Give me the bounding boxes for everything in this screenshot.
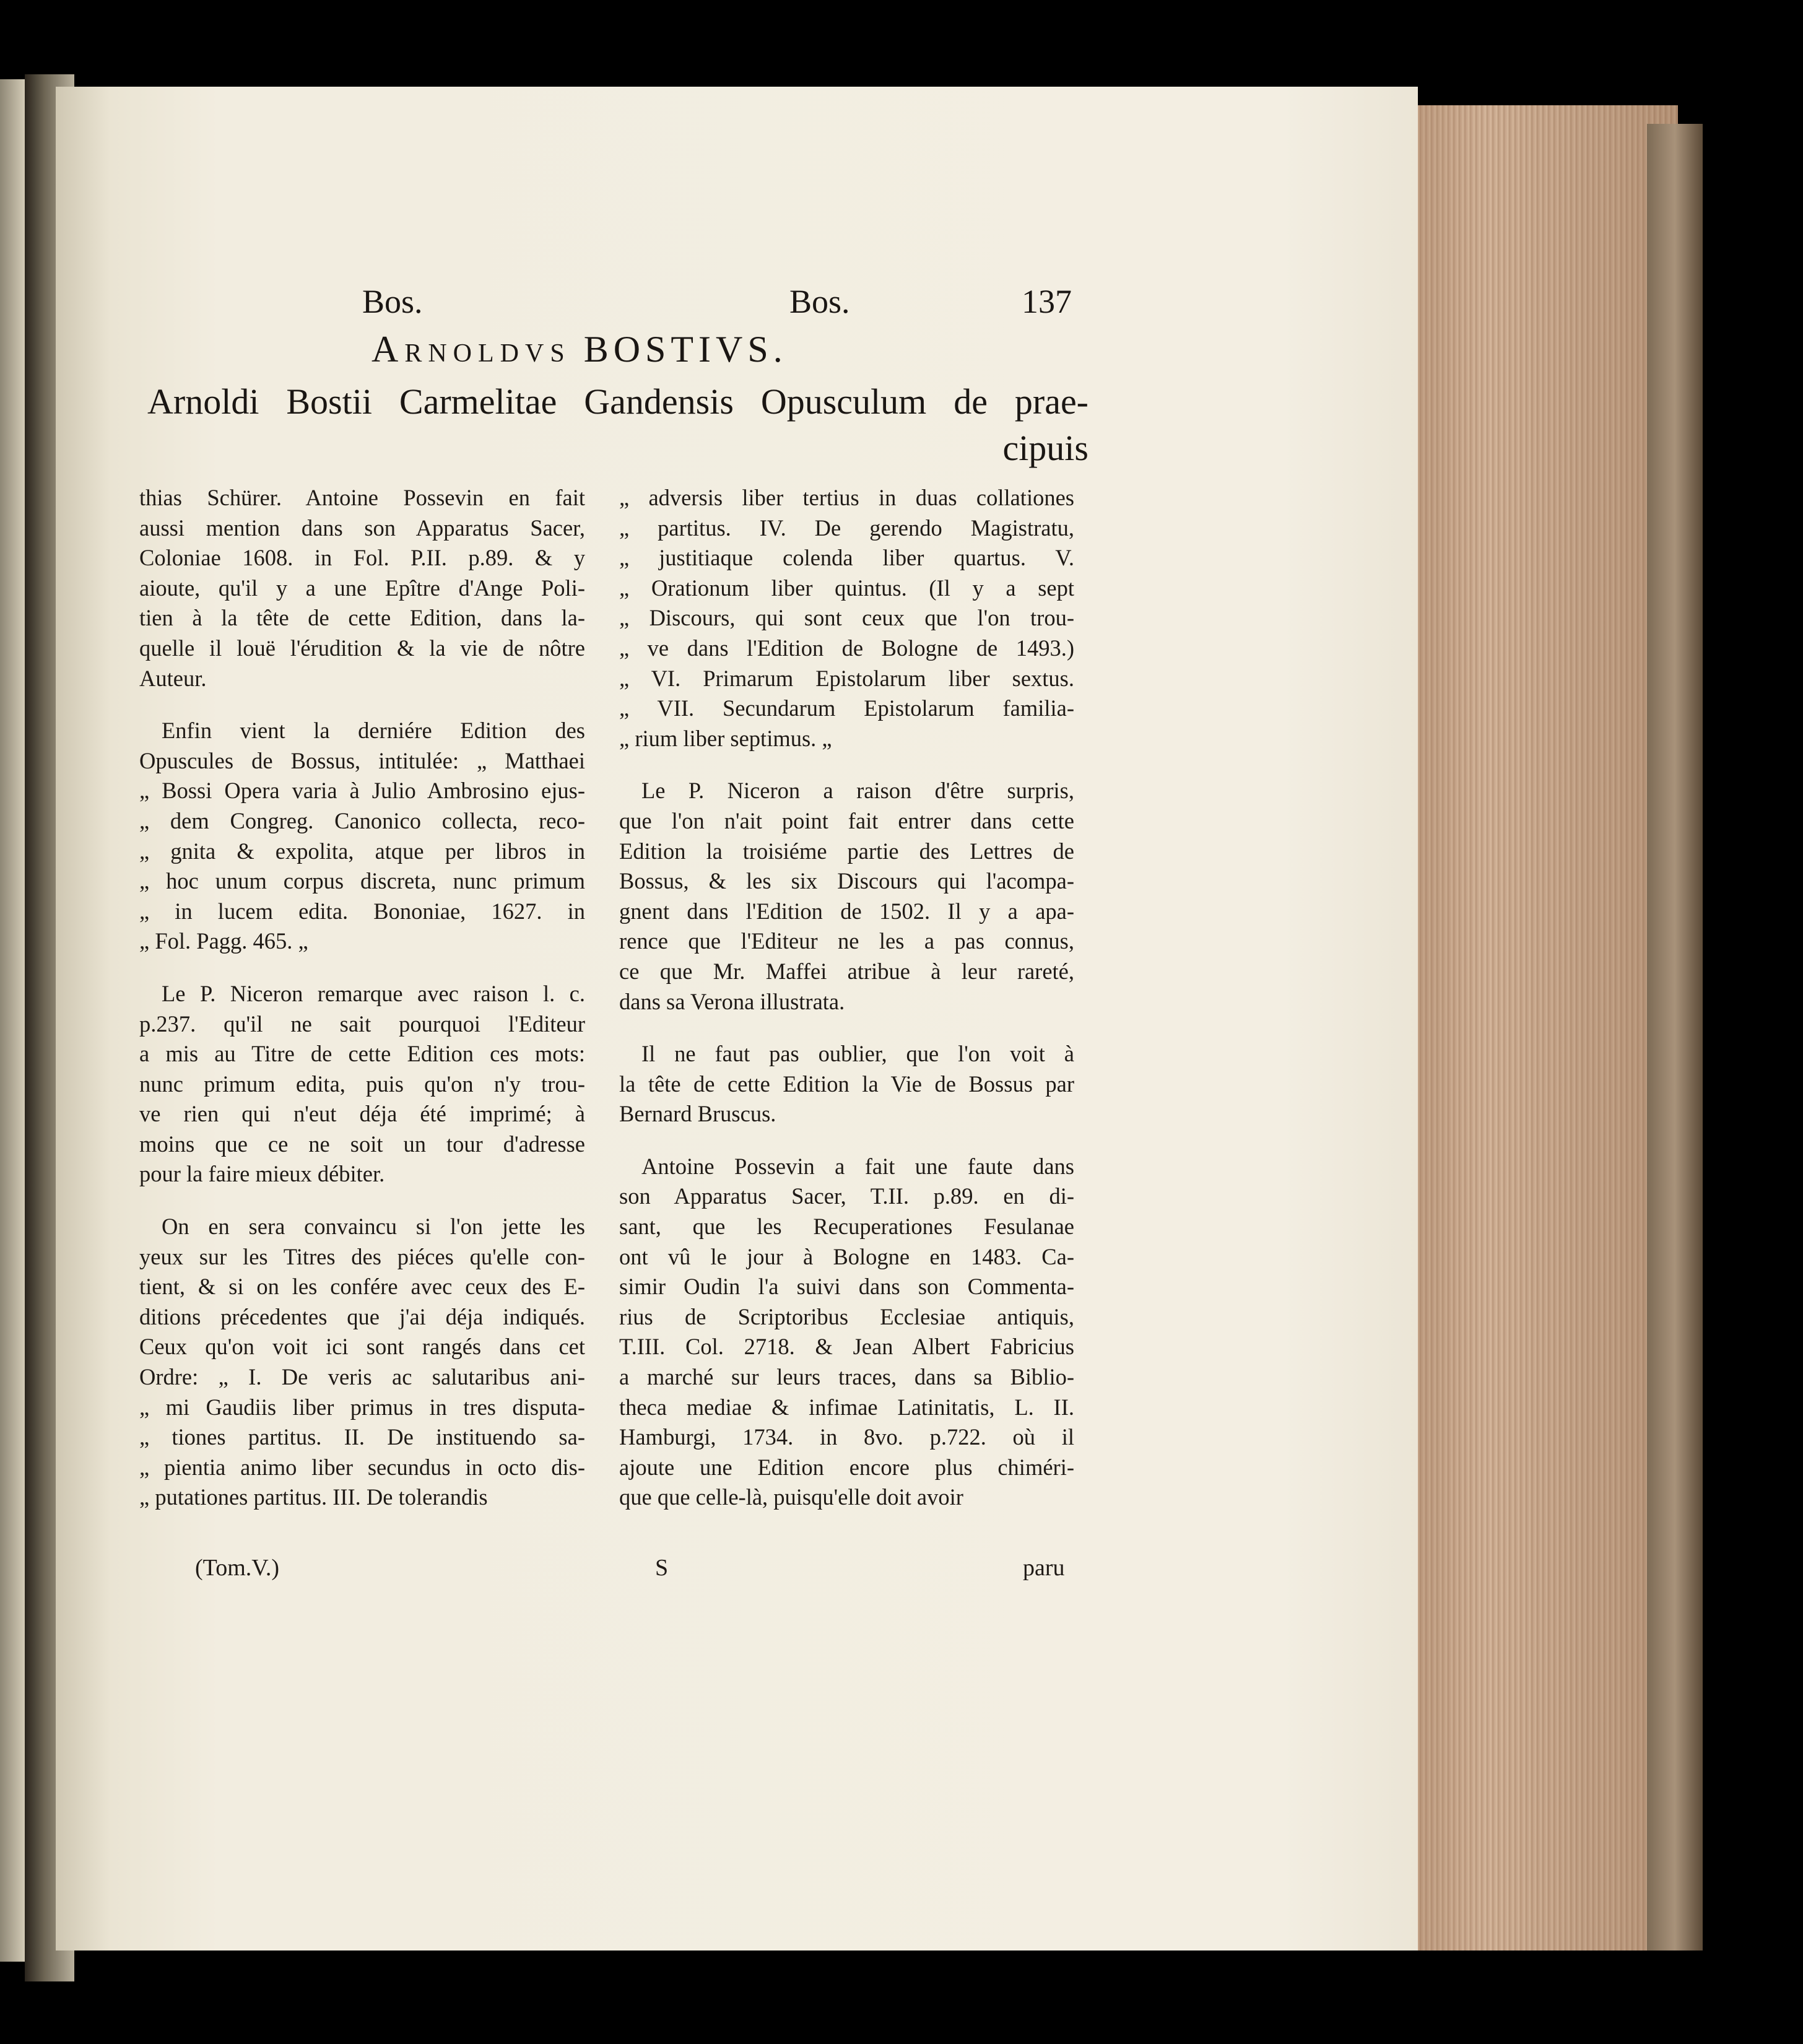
text-line: theca mediae & infimae Latinitatis, L. II. — [619, 1394, 1074, 1420]
text-line: „ justitiaque colenda liber quartus. V. — [619, 545, 1074, 571]
text-line: ce que Mr. Maffei atribue à leur rareté, — [619, 958, 1074, 984]
text-line: „ gnita & expolita, atque per libros in — [139, 838, 585, 864]
text-line: tient, & si on les confére avec ceux des E- — [139, 1274, 585, 1300]
running-head-center: Bos. — [789, 283, 850, 320]
text-line: moins que ce ne soit un tour d'adresse — [139, 1131, 585, 1157]
text-line: „ hoc unum corpus discreta, nunc primum — [139, 868, 585, 894]
paragraph — [139, 716, 585, 957]
text-line: „ Fol. Pagg. 465. „ — [139, 928, 308, 954]
running-head-left: Bos. — [362, 283, 423, 320]
text-line: quelle il louë l'érudition & la vie de nôtre — [139, 635, 585, 661]
text-line: „ mi Gaudiis liber primus in tres disputa- — [139, 1394, 585, 1420]
text-line: Bossus, & les six Discours qui l'acompa- — [619, 868, 1074, 894]
text-line: rius de Scriptoribus Ecclesiae antiquis, — [619, 1303, 1074, 1329]
text-line: Opuscules de Bossus, intitulée: „ Matthaei — [139, 747, 585, 773]
paragraph — [619, 1152, 1074, 1513]
text-line: Coloniae 1608. in Fol. P.II. p.89. & y — [139, 545, 585, 571]
right-text-column — [619, 483, 1074, 1535]
volume-label: (Tom.V.) — [195, 1555, 279, 1581]
text-line: a mis au Titre de cette Edition ces mots: — [139, 1041, 585, 1067]
text-line: aioute, qu'il y a une Epître d'Ange Poli- — [139, 575, 585, 601]
paragraph — [139, 483, 585, 694]
paragraph — [139, 1212, 585, 1513]
text-line: Ceux qu'on voit ici sont rangés dans cet — [139, 1334, 585, 1360]
text-line: Le P. Niceron remarque avec raison l. c. — [162, 980, 585, 1006]
page-block-edge — [1405, 105, 1678, 1950]
text-line: simir Oudin l'a suivi dans son Commenta- — [619, 1274, 1074, 1300]
text-line: ajoute une Edition encore plus chiméri- — [619, 1454, 1074, 1480]
text-line: Il ne faut pas oublier, que l'on voit à — [641, 1041, 1074, 1067]
text-line: Auteur. — [139, 665, 207, 691]
text-line: T.III. Col. 2718. & Jean Albert Fabricius — [619, 1334, 1074, 1360]
text-line: p.237. qu'il ne sait pourquoi l'Editeur — [139, 1011, 585, 1037]
text-line: ont vû le jour à Bologne en 1483. Ca- — [619, 1243, 1074, 1269]
text-line: „ Discours, qui sont ceux que l'on trou- — [619, 605, 1074, 631]
text-line: thias Schürer. Antoine Possevin en fait — [139, 485, 585, 510]
text-line: Bernard Bruscus. — [619, 1101, 776, 1127]
text-line: „ partitus. IV. De gerendo Magistratu, — [619, 515, 1074, 541]
text-line: „ tiones partitus. II. De instituendo sa- — [139, 1424, 585, 1450]
text-line: tien à la tête de cette Edition, dans la- — [139, 605, 585, 631]
text-line: Edition la troisiéme partie des Lettres de — [619, 838, 1074, 864]
text-line: rence que l'Editeur ne les a pas connus, — [619, 928, 1074, 954]
text-line: Enfin vient la derniére Edition des — [162, 718, 585, 744]
title-surname: BOSTIVS. — [583, 329, 788, 370]
text-line: la tête de cette Edition la Vie de Bossus par — [619, 1071, 1074, 1097]
work-title-line2: cipuis — [1002, 428, 1088, 468]
text-line: que l'on n'ait point fait entrer dans cette — [619, 807, 1074, 833]
book-cover-edge — [1647, 124, 1703, 1950]
text-line: que que celle-là, puisqu'elle doit avoir — [619, 1484, 963, 1510]
text-line: a marché sur leurs traces, dans sa Biblio- — [619, 1364, 1074, 1390]
text-line: „ in lucem edita. Bononiae, 1627. in — [139, 898, 585, 924]
text-line: „ Orationum liber quintus. (Il y a sept — [619, 575, 1074, 601]
title-first-name: Arnoldvs — [371, 329, 571, 370]
text-line: Le P. Niceron a raison d'être surpris, — [641, 778, 1074, 804]
page-number: 137 — [1022, 283, 1072, 320]
text-line: sant, que les Recuperationes Fesulanae — [619, 1214, 1074, 1240]
text-line: „ putationes partitus. III. De tolerandis — [139, 1484, 488, 1510]
text-line: „ ve dans l'Edition de Bologne de 1493.) — [619, 635, 1074, 661]
text-line: Ordre: „ I. De veris ac salutaribus ani- — [139, 1364, 585, 1390]
paragraph — [139, 979, 585, 1189]
left-text-column — [139, 483, 585, 1535]
text-line: aussi mention dans son Apparatus Sacer, — [139, 515, 585, 541]
text-line: nunc primum edita, puis qu'on n'y trou- — [139, 1071, 585, 1097]
paragraph — [619, 1039, 1074, 1129]
text-line: Antoine Possevin a fait une faute dans — [641, 1153, 1074, 1179]
paragraph — [619, 776, 1074, 1017]
text-line: „ Bossi Opera varia à Julio Ambrosino ejus- — [139, 778, 585, 804]
text-line: ditions précedentes que j'ai déja indiqués. — [139, 1303, 585, 1329]
text-line: „ adversis liber tertius in duas collationes — [619, 485, 1074, 510]
text-line: gnent dans l'Edition de 1502. Il y a apa- — [619, 898, 1074, 924]
text-line: dans sa Verona illustrata. — [619, 988, 845, 1014]
text-line: „ VI. Primarum Epistolarum liber sextus. — [619, 665, 1074, 691]
text-line: pour la faire mieux débiter. — [139, 1161, 385, 1187]
text-line: „ VII. Secundarum Epistolarum familia- — [619, 695, 1074, 721]
text-line: son Apparatus Sacer, T.II. p.89. en di- — [619, 1183, 1074, 1209]
chapter-title — [371, 328, 1114, 371]
signature-mark: S — [655, 1555, 669, 1581]
text-line: On en sera convaincu si l'on jette les — [162, 1214, 585, 1240]
work-title-line1: Arnoldi Bostii Carmelitae Gandensis Opusculum de prae- — [147, 381, 1088, 422]
text-line: „ dem Congreg. Canonico collecta, reco- — [139, 807, 585, 833]
text-line: ve rien qui n'eut déja été imprimé; à — [139, 1101, 585, 1127]
catchword: paru — [1023, 1555, 1065, 1581]
text-line: „ rium liber septimus. „ — [619, 725, 832, 751]
paragraph — [619, 483, 1074, 754]
text-line: „ pientia animo liber secundus in octo dis- — [139, 1454, 585, 1480]
text-line: Hamburgi, 1734. in 8vo. p.722. où il — [619, 1424, 1074, 1450]
text-line: yeux sur les Titres des piéces qu'elle con- — [139, 1243, 585, 1269]
